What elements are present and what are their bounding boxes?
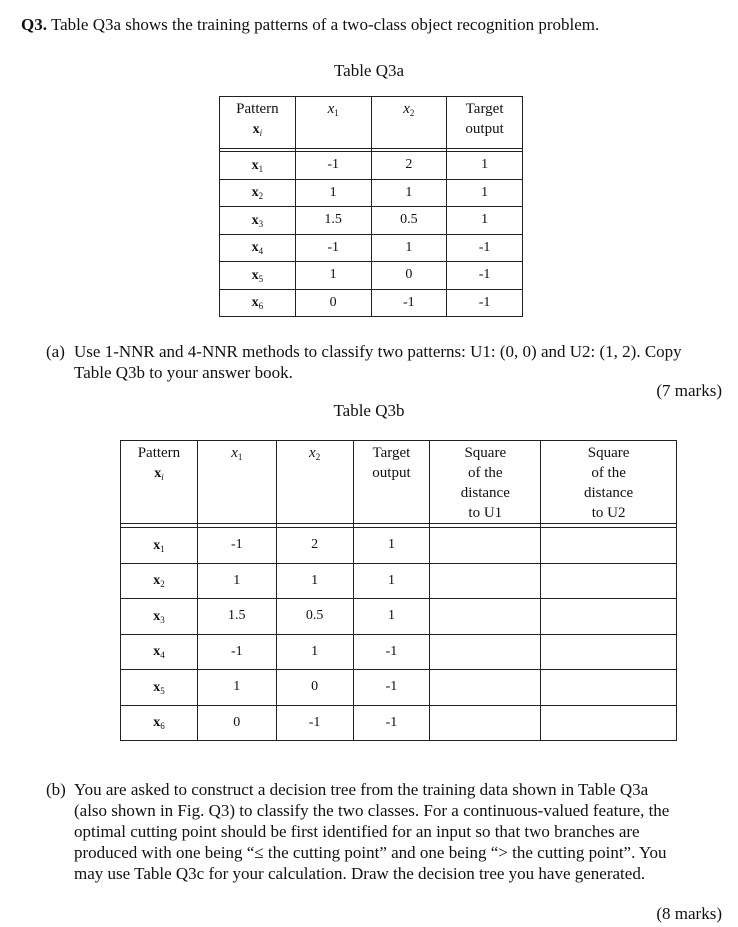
empty-cell [541, 528, 677, 564]
table-b-header-row [121, 441, 677, 524]
table-cell: 1 [295, 262, 371, 290]
empty-cell [541, 634, 677, 670]
part-a-line-1: Use 1-NNR and 4-NNR methods to classify two patterns: U1: (0, 0) and U2: (1, 2). Copy [74, 342, 682, 361]
table-cell: -1 [197, 528, 276, 564]
table-cell: $x_6$ [220, 289, 296, 317]
part-a-text [74, 341, 724, 383]
table-cell: -1 [295, 152, 371, 180]
table-a-header-x1: $x_1$ [295, 97, 371, 149]
empty-cell [541, 563, 677, 599]
table-cell: 1 [447, 152, 523, 180]
question-heading [21, 14, 599, 36]
table-row [121, 670, 677, 706]
table-cell: 2 [276, 528, 353, 564]
table-cell: -1 [295, 234, 371, 262]
part-b-line-3: optimal cutting point should be first identified for an input so that two branches are [74, 822, 640, 841]
table-cell: 1 [353, 563, 430, 599]
table-a-caption: Table Q3a [333, 61, 405, 80]
table-row [220, 179, 523, 207]
part-a-marks: (7 marks) [656, 381, 722, 400]
table-cell: 1.5 [197, 599, 276, 635]
part-b-marks: (8 marks) [656, 904, 722, 923]
table-cell: 1 [295, 179, 371, 207]
table-row [220, 207, 523, 235]
question-intro: Table Q3a shows the training patterns of a two-class object recognition problem. [50, 15, 600, 34]
table-cell: 1 [276, 563, 353, 599]
part-b-label: (b) [46, 780, 66, 799]
table-b-caption: Table Q3b [333, 401, 405, 420]
table-cell: 1 [197, 563, 276, 599]
table-b-header-distance-u1: Square of the distance to U1 [430, 441, 541, 524]
table-cell: $x_1$ [220, 152, 296, 180]
table-cell: -1 [353, 705, 430, 741]
table-cell: -1 [447, 234, 523, 262]
table-cell: -1 [353, 670, 430, 706]
table-q3b [120, 440, 677, 741]
part-a-line-2: Table Q3b to your answer book. [74, 363, 293, 382]
table-cell: $x_5$ [220, 262, 296, 290]
table-cell: $x_4$ [220, 234, 296, 262]
table-cell: 0 [276, 670, 353, 706]
table-b-header-target: Target output [353, 441, 430, 524]
empty-cell [430, 599, 541, 635]
table-b-header-x1: $x_1$ [197, 441, 276, 524]
part-b-line-2: (also shown in Fig. Q3) to classify the two classes. For a continuous-valued feature, the [74, 801, 670, 820]
table-row [220, 234, 523, 262]
empty-cell [430, 634, 541, 670]
table-cell: -1 [447, 262, 523, 290]
empty-cell [541, 599, 677, 635]
table-row [121, 563, 677, 599]
table-cell: -1 [197, 634, 276, 670]
table-cell: 1 [276, 634, 353, 670]
table-cell: $x_5$ [121, 670, 198, 706]
table-cell: 0 [371, 262, 447, 290]
table-cell: -1 [447, 289, 523, 317]
part-b-line-4: produced with one being “≤ the cutting point” and one being “> the cutting point”. You [74, 843, 667, 862]
table-cell: 0.5 [276, 599, 353, 635]
table-cell: 1 [197, 670, 276, 706]
empty-cell [430, 705, 541, 741]
table-cell: 1 [447, 179, 523, 207]
table-cell: -1 [371, 289, 447, 317]
table-cell: $x_3$ [220, 207, 296, 235]
table-cell: 0.5 [371, 207, 447, 235]
table-a-header-row [220, 97, 523, 149]
table-cell: 1 [371, 179, 447, 207]
part-b-line-5: may use Table Q3c for your calculation. Draw the decision tree you have generated. [74, 864, 646, 883]
table-row [121, 528, 677, 564]
table-row [220, 152, 523, 180]
table-a-header-x2: $x_2$ [371, 97, 447, 149]
table-cell: 1 [353, 528, 430, 564]
table-cell: -1 [276, 705, 353, 741]
table-cell: 1 [447, 207, 523, 235]
table-cell: $x_1$ [121, 528, 198, 564]
part-b-text [74, 779, 726, 884]
question-number: Q3. [21, 15, 47, 34]
table-cell: $x_4$ [121, 634, 198, 670]
table-row [121, 599, 677, 635]
table-a-header-target: Target output [447, 97, 523, 149]
table-cell: -1 [353, 634, 430, 670]
empty-cell [541, 705, 677, 741]
empty-cell [430, 670, 541, 706]
table-cell: 1 [353, 599, 430, 635]
table-a-header-pattern: Pattern $x_i$ [220, 97, 296, 149]
table-cell: 0 [295, 289, 371, 317]
part-a-label: (a) [46, 342, 65, 361]
table-cell: 1.5 [295, 207, 371, 235]
table-row [121, 634, 677, 670]
empty-cell [430, 528, 541, 564]
table-cell: 2 [371, 152, 447, 180]
table-q3a [219, 96, 523, 317]
table-cell: $x_2$ [220, 179, 296, 207]
table-row [220, 289, 523, 317]
table-b-header-distance-u2: Square of the distance to U2 [541, 441, 677, 524]
empty-cell [541, 670, 677, 706]
table-cell: 1 [371, 234, 447, 262]
table-row [121, 705, 677, 741]
part-b-line-1: You are asked to construct a decision tree from the training data shown in Table Q3a [74, 780, 649, 799]
empty-cell [430, 563, 541, 599]
table-b-header-pattern: Pattern $x_i$ [121, 441, 198, 524]
table-cell: 0 [197, 705, 276, 741]
table-cell: $x_2$ [121, 563, 198, 599]
table-cell: $x_3$ [121, 599, 198, 635]
table-row [220, 262, 523, 290]
table-b-header-x2: $x_2$ [276, 441, 353, 524]
table-cell: $x_6$ [121, 705, 198, 741]
